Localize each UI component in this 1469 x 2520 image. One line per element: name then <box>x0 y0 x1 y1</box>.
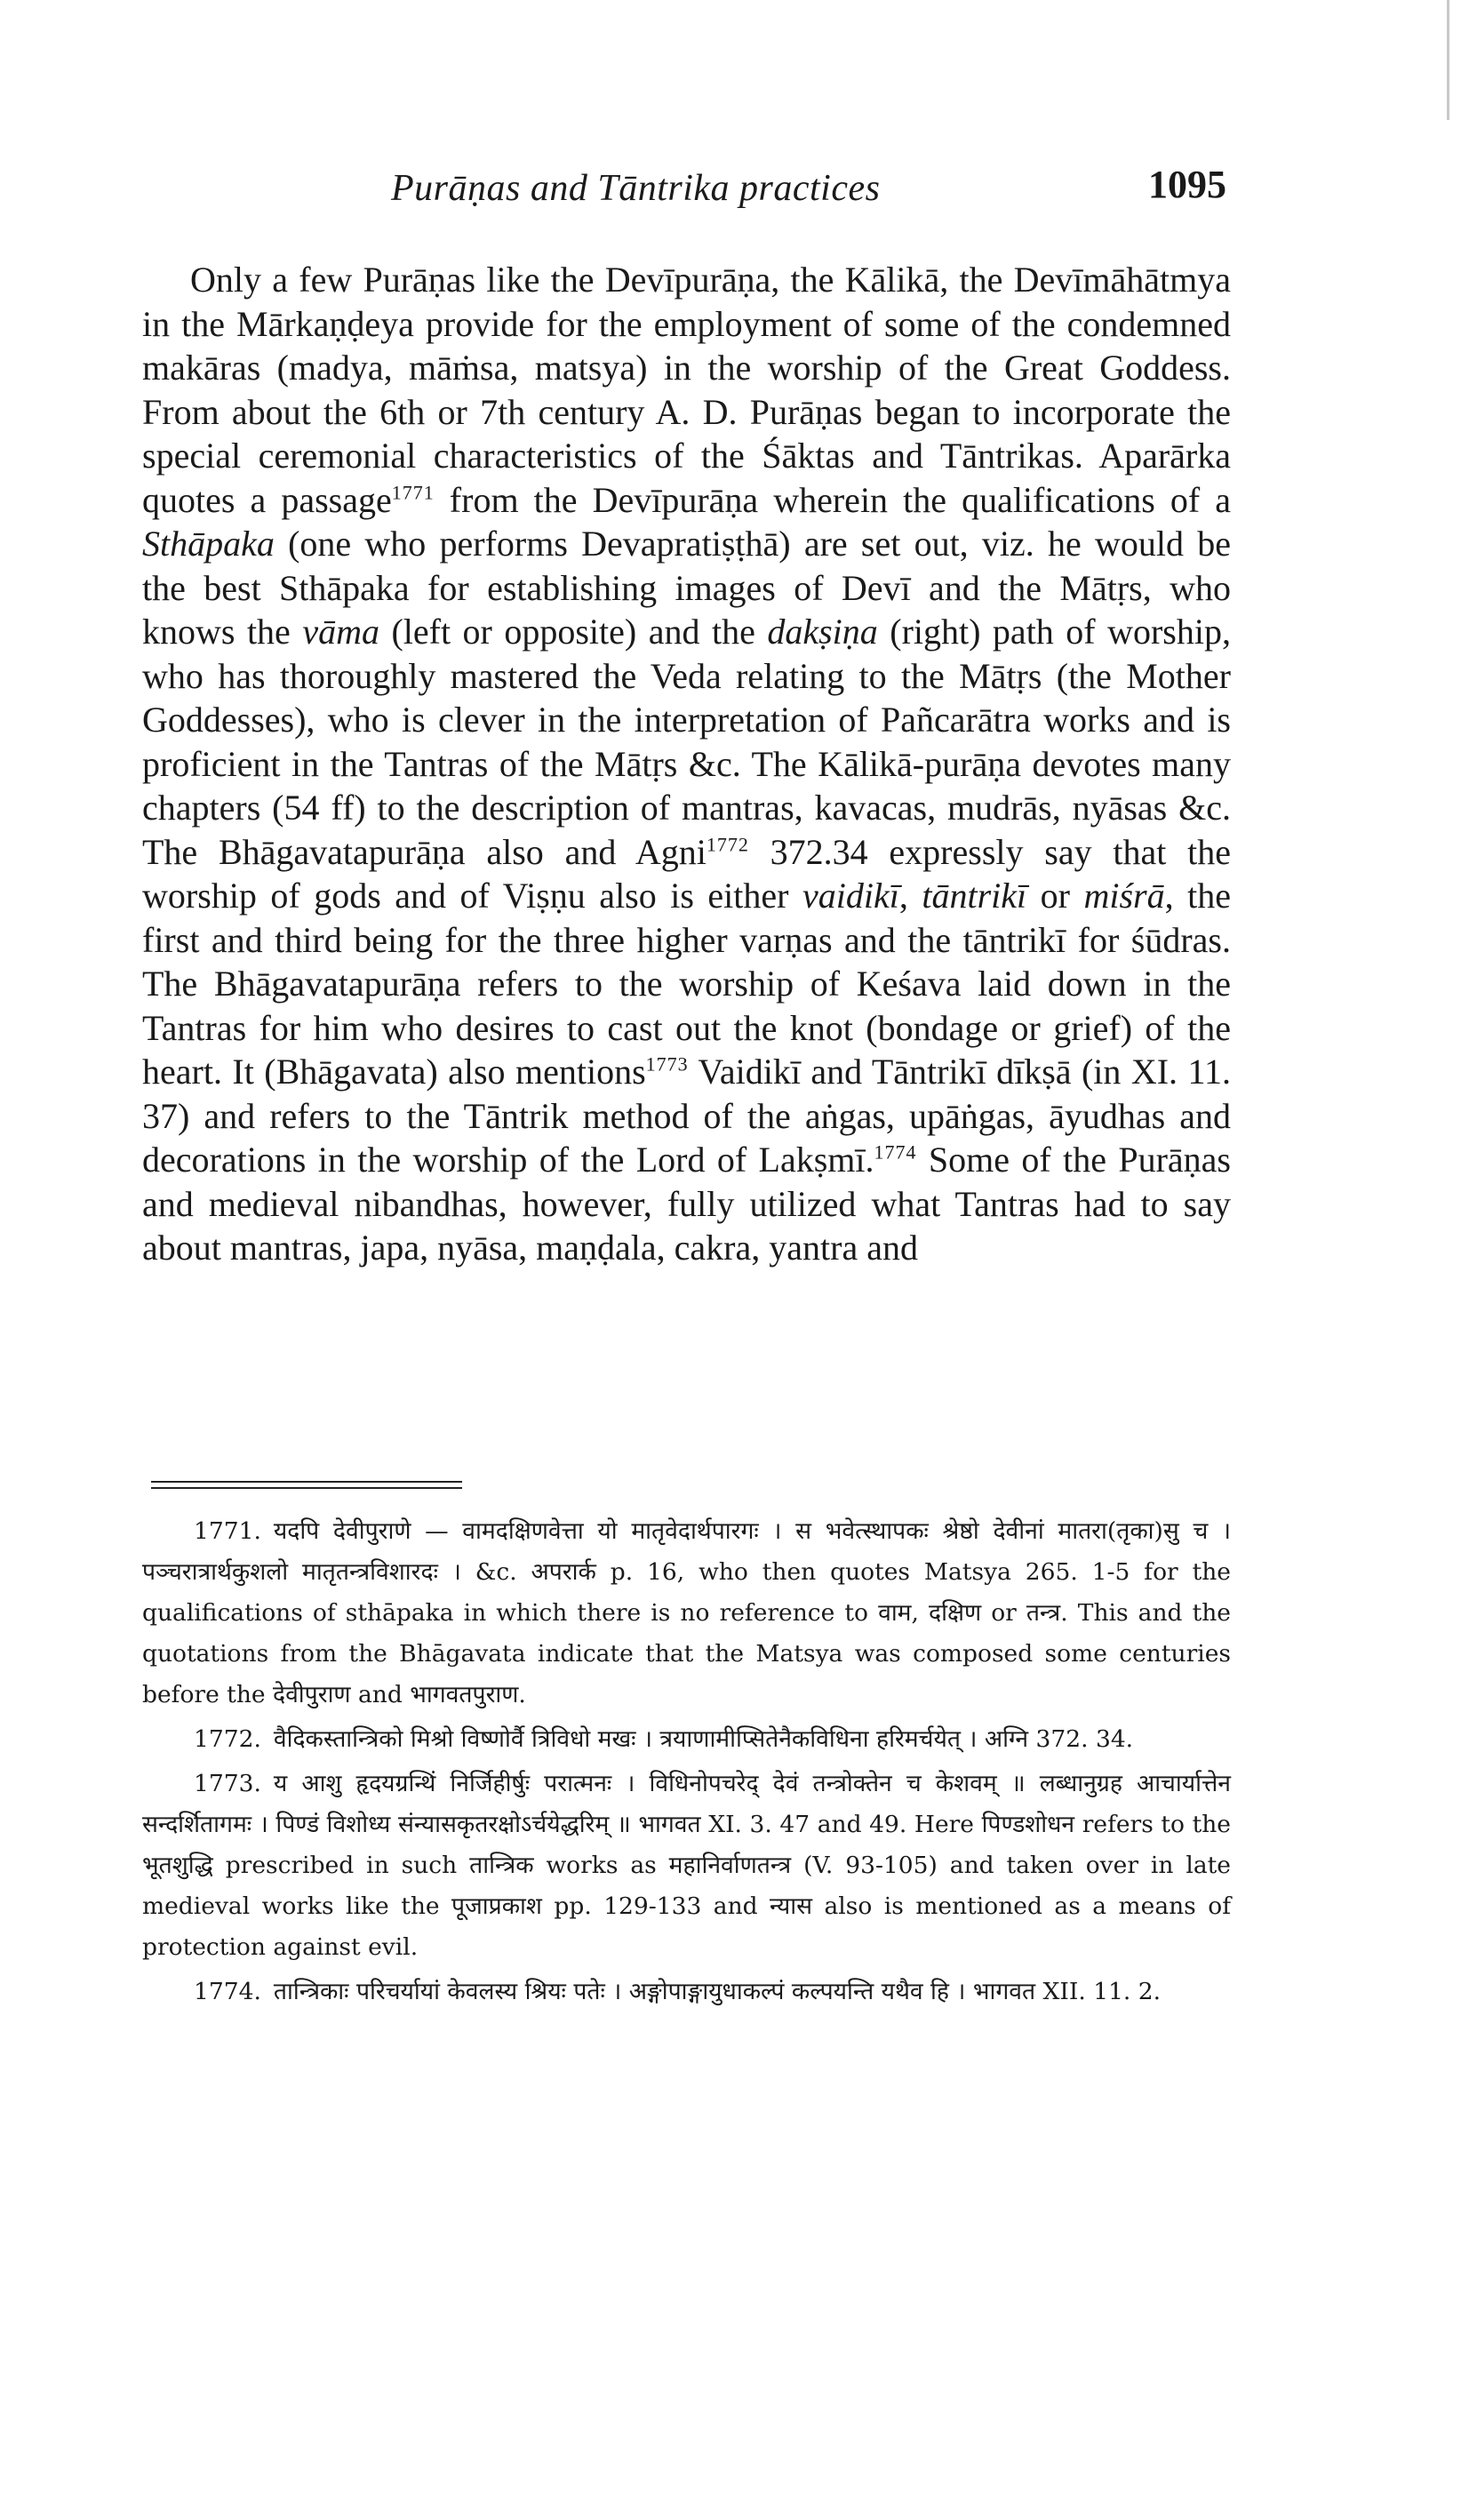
footnotes-section <box>142 1511 1231 2016</box>
text-segment: , <box>898 876 922 916</box>
footnote-number: 1771. <box>194 1517 261 1545</box>
footnote-number: 1772. <box>194 1725 261 1753</box>
footnote-separator <box>151 1481 462 1489</box>
italic-term: dakṣiṇa <box>767 612 878 652</box>
main-paragraph <box>142 258 1231 1270</box>
footnote-text: वैदिकस्तान्त्रिको मिश्रो विष्णोर्वै त्रिविधो मखः । त्रयाणामीप्सितेनैकविधिना हरिमर्चयेत् । अग्नि 372. 34. <box>273 1725 1134 1753</box>
running-title: Purāṇas and Tāntrika practices <box>391 168 881 209</box>
italic-term: vaidikī <box>802 876 899 916</box>
footnote-ref-1774[interactable]: 1774 <box>874 1140 917 1164</box>
footnote-ref-1771[interactable]: 1771 <box>391 481 435 504</box>
footnote-number: 1774. <box>194 1978 261 2005</box>
italic-term: Sthāpaka <box>142 524 275 564</box>
page-number: 1095 <box>1148 163 1226 206</box>
footnote-1774 <box>142 1972 1231 2012</box>
text-segment: (one who performs Devapratiṣṭhā) are set out, viz. he would be the best Sthāpaka for establishing images of Devī and the Mātṛs, who knows the <box>142 524 1231 652</box>
text-segment: , the first and third being for the three higher varṇas and the tāntrikī for śūdras. The Bhāgavatapurāṇa refers to the worship of Keśava laid down in the Tantras for him who desires to cast out the knot (bondage or grief) of the heart. It (Bhāgavata) also mentions <box>142 876 1231 1092</box>
page-edge-line <box>1447 0 1449 120</box>
text-segment: from the Devīpurāṇa wherein the qualifications of a <box>434 479 1231 520</box>
text-segment: Some of the Purāṇas and medieval nibandhas, however, fully utilized what Tantras had to say about mantras, japa, nyāsa, maṇḍala, cakra, yantra and <box>142 1140 1231 1268</box>
page-header <box>142 160 1226 222</box>
footnote-ref-1773[interactable]: 1773 <box>645 1052 689 1076</box>
main-body-text <box>142 258 1231 1270</box>
italic-term: vāma <box>302 612 379 652</box>
footnote-1772 <box>142 1719 1231 1760</box>
text-segment: or <box>1026 876 1084 916</box>
text-segment: (right) path of worship, who has thoroughly mastered the Veda relating to the Mātṛs (the Mother Goddesses), who is clever in the interpretation of Pañcarātra works and is proficient in the Tantras of the Mātṛs &c. The Kālikā-purāṇa devotes many chapters (54 ff) to the description of mantras, kavacas, mudrās, nyāsas &c. The Bhāgavatapurāṇa also and Agni <box>142 612 1231 872</box>
italic-term: tāntrikī <box>922 876 1027 916</box>
footnote-number: 1773. <box>194 1770 261 1797</box>
text-segment: Vaidikī and Tāntrikī dīkṣā (in XI. 11. 37) and refers to the Tāntrik method of the aṅgas, upāṅgas, āyudhas and decorations in the worship of the Lord of Lakṣmī. <box>142 1052 1232 1180</box>
text-segment: Only a few Purāṇas like the Devīpurāṇa, the Kālikā, the Devīmāhātmya in the Mārkaṇḍeya provide for the employment of some of the condemned makāras (madya, māṁsa, matsya) in the worship of the Great Goddess. From about the 6th or 7th century A. D. Purāṇas began to incorporate the special ceremonial characteristics of the Śāktas and Tāntrikas. Aparārka quotes a passage <box>142 260 1231 520</box>
footnote-1773 <box>142 1764 1231 1968</box>
footnote-1771 <box>142 1511 1231 1716</box>
italic-term: miśrā <box>1083 876 1165 916</box>
footnote-text: य आशु हृदयग्रन्थिं निर्जिहीर्षुः परात्मनः । विधिनोपचरेद् देवं तन्त्रोक्तेन च केशवम् ॥ लब्धानुग्रह आचार्यात्तेन सन्दर्शितागमः । पिण्डं विशोध्य संन्यासकृतरक्षोऽर्चयेद्धरिम् ॥ भागवत XI. 3. 47 and 49. Here पिण्डशोधन refers to the भूतशुद्धि prescribed in such तान्त्रिक works as महानिर्वाणतन्त्र (V. 93-105) and taken over in late medieval works like the पूजाप्रकाश pp. 129-133 and न्यास also is mentioned as a means of protection against evil. <box>142 1770 1231 1961</box>
footnote-text: यदपि देवीपुराणे — वामदक्षिणवेत्ता यो मातृवेदार्थपारगः । स भवेत्स्थापकः श्रेष्ठो देवीनां मातरा(तृका)सु च । पञ्चरात्रार्थकुशलो मातृतन्त्रविशारदः । &c. अपरार्क p. 16, who then quotes Matsya 265. 1-5 for the qualifications of sthāpaka in which there is no reference to वाम, दक्षिण or तन्त्र. This and the quotations from the Bhāgavata indicate that the Matsya was composed some centuries before the देवीपुराण and भागवतपुराण. <box>142 1517 1231 1708</box>
text-segment: (left or opposite) and the <box>379 612 768 652</box>
footnote-text: तान्त्रिकाः परिचर्यायां केवलस्य श्रियः पतेः । अङ्गोपाङ्गायुधाकल्पं कल्पयन्ति यथैव हि । भागवत XII. 11. 2. <box>273 1978 1162 2005</box>
footnote-ref-1772[interactable]: 1772 <box>706 833 749 856</box>
text-segment: 372.34 expressly say that the worship of gods and of Viṣṇu also is either <box>142 831 1231 916</box>
